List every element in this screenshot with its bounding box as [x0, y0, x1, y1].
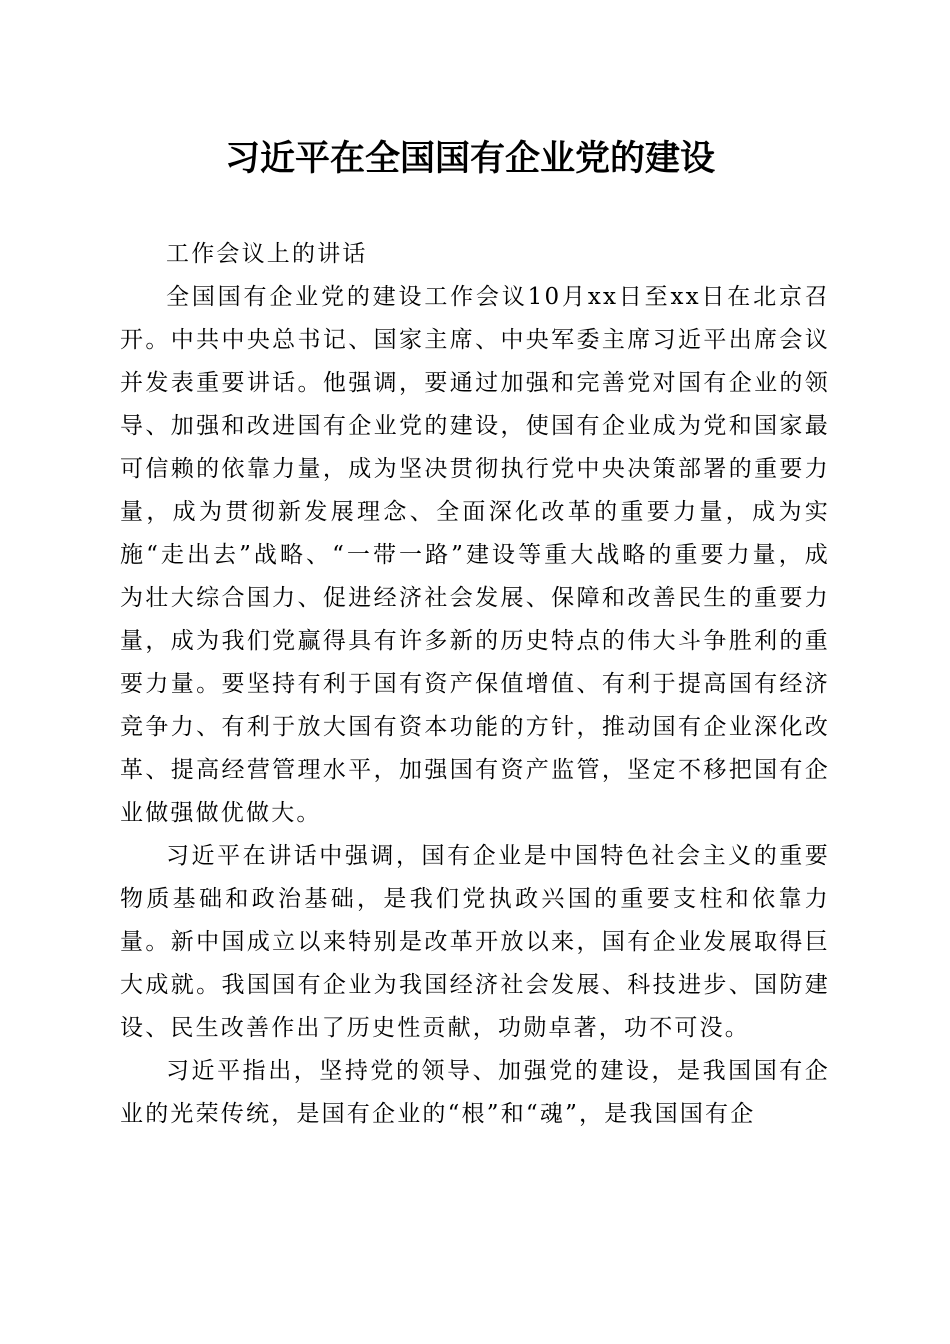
paragraph-party-leadership: 习近平指出，坚持党的领导、加强党的建设，是我国国有企业的光荣传统，是国有企业的“根”和“魂”，是我国国有企: [120, 1058, 830, 1127]
document-body: [120, 233, 830, 1136]
paragraph-subtitle: 工作会议上的讲话: [166, 241, 368, 267]
document-title: 习近平在全国国有企业党的建设: [224, 138, 715, 179]
paragraph-meeting-summary: 全国国有企业党的建设工作会议10月xx日至xx日在北京召开。中共中央总书记、国家主席、中央军委主席习近平出席会议并发表重要讲话。他强调，要通过加强和完善党对国有企业的领导、加强和改进国有企业党的建设，使国有企业成为党和国家最可信赖的依靠力量，成为坚决贯彻执行党中央决策部署的重要力量，成为贯彻新发展理念、全面深化改革的重要力量，成为实施“走出去”战略、“一带一路”建设等重大战略的重要力量，成为壮大综合国力、促进经济社会发展、保障和改善民生的重要力量，成为我们党赢得具有许多新的历史特点的伟大斗争胜利的重要力量。要坚持有利于国有资产保值增值、有利于提高国有经济竞争力、有利于放大国有资本功能的方针，推动国有企业深化改革、提高经营管理水平，加强国有资产监管，坚定不移把国有企业做强做优做大。: [120, 284, 830, 826]
paragraph-soe-importance: 习近平在讲话中强调，国有企业是中国特色社会主义的重要物质基础和政治基础，是我们党执政兴国的重要支柱和依靠力量。新中国成立以来特别是改革开放以来，国有企业发展取得巨大成就。我国国有企业为我国经济社会发展、科技进步、国防建设、民生改善作出了历史性贡献，功勋卓著，功不可没。: [120, 843, 830, 1041]
